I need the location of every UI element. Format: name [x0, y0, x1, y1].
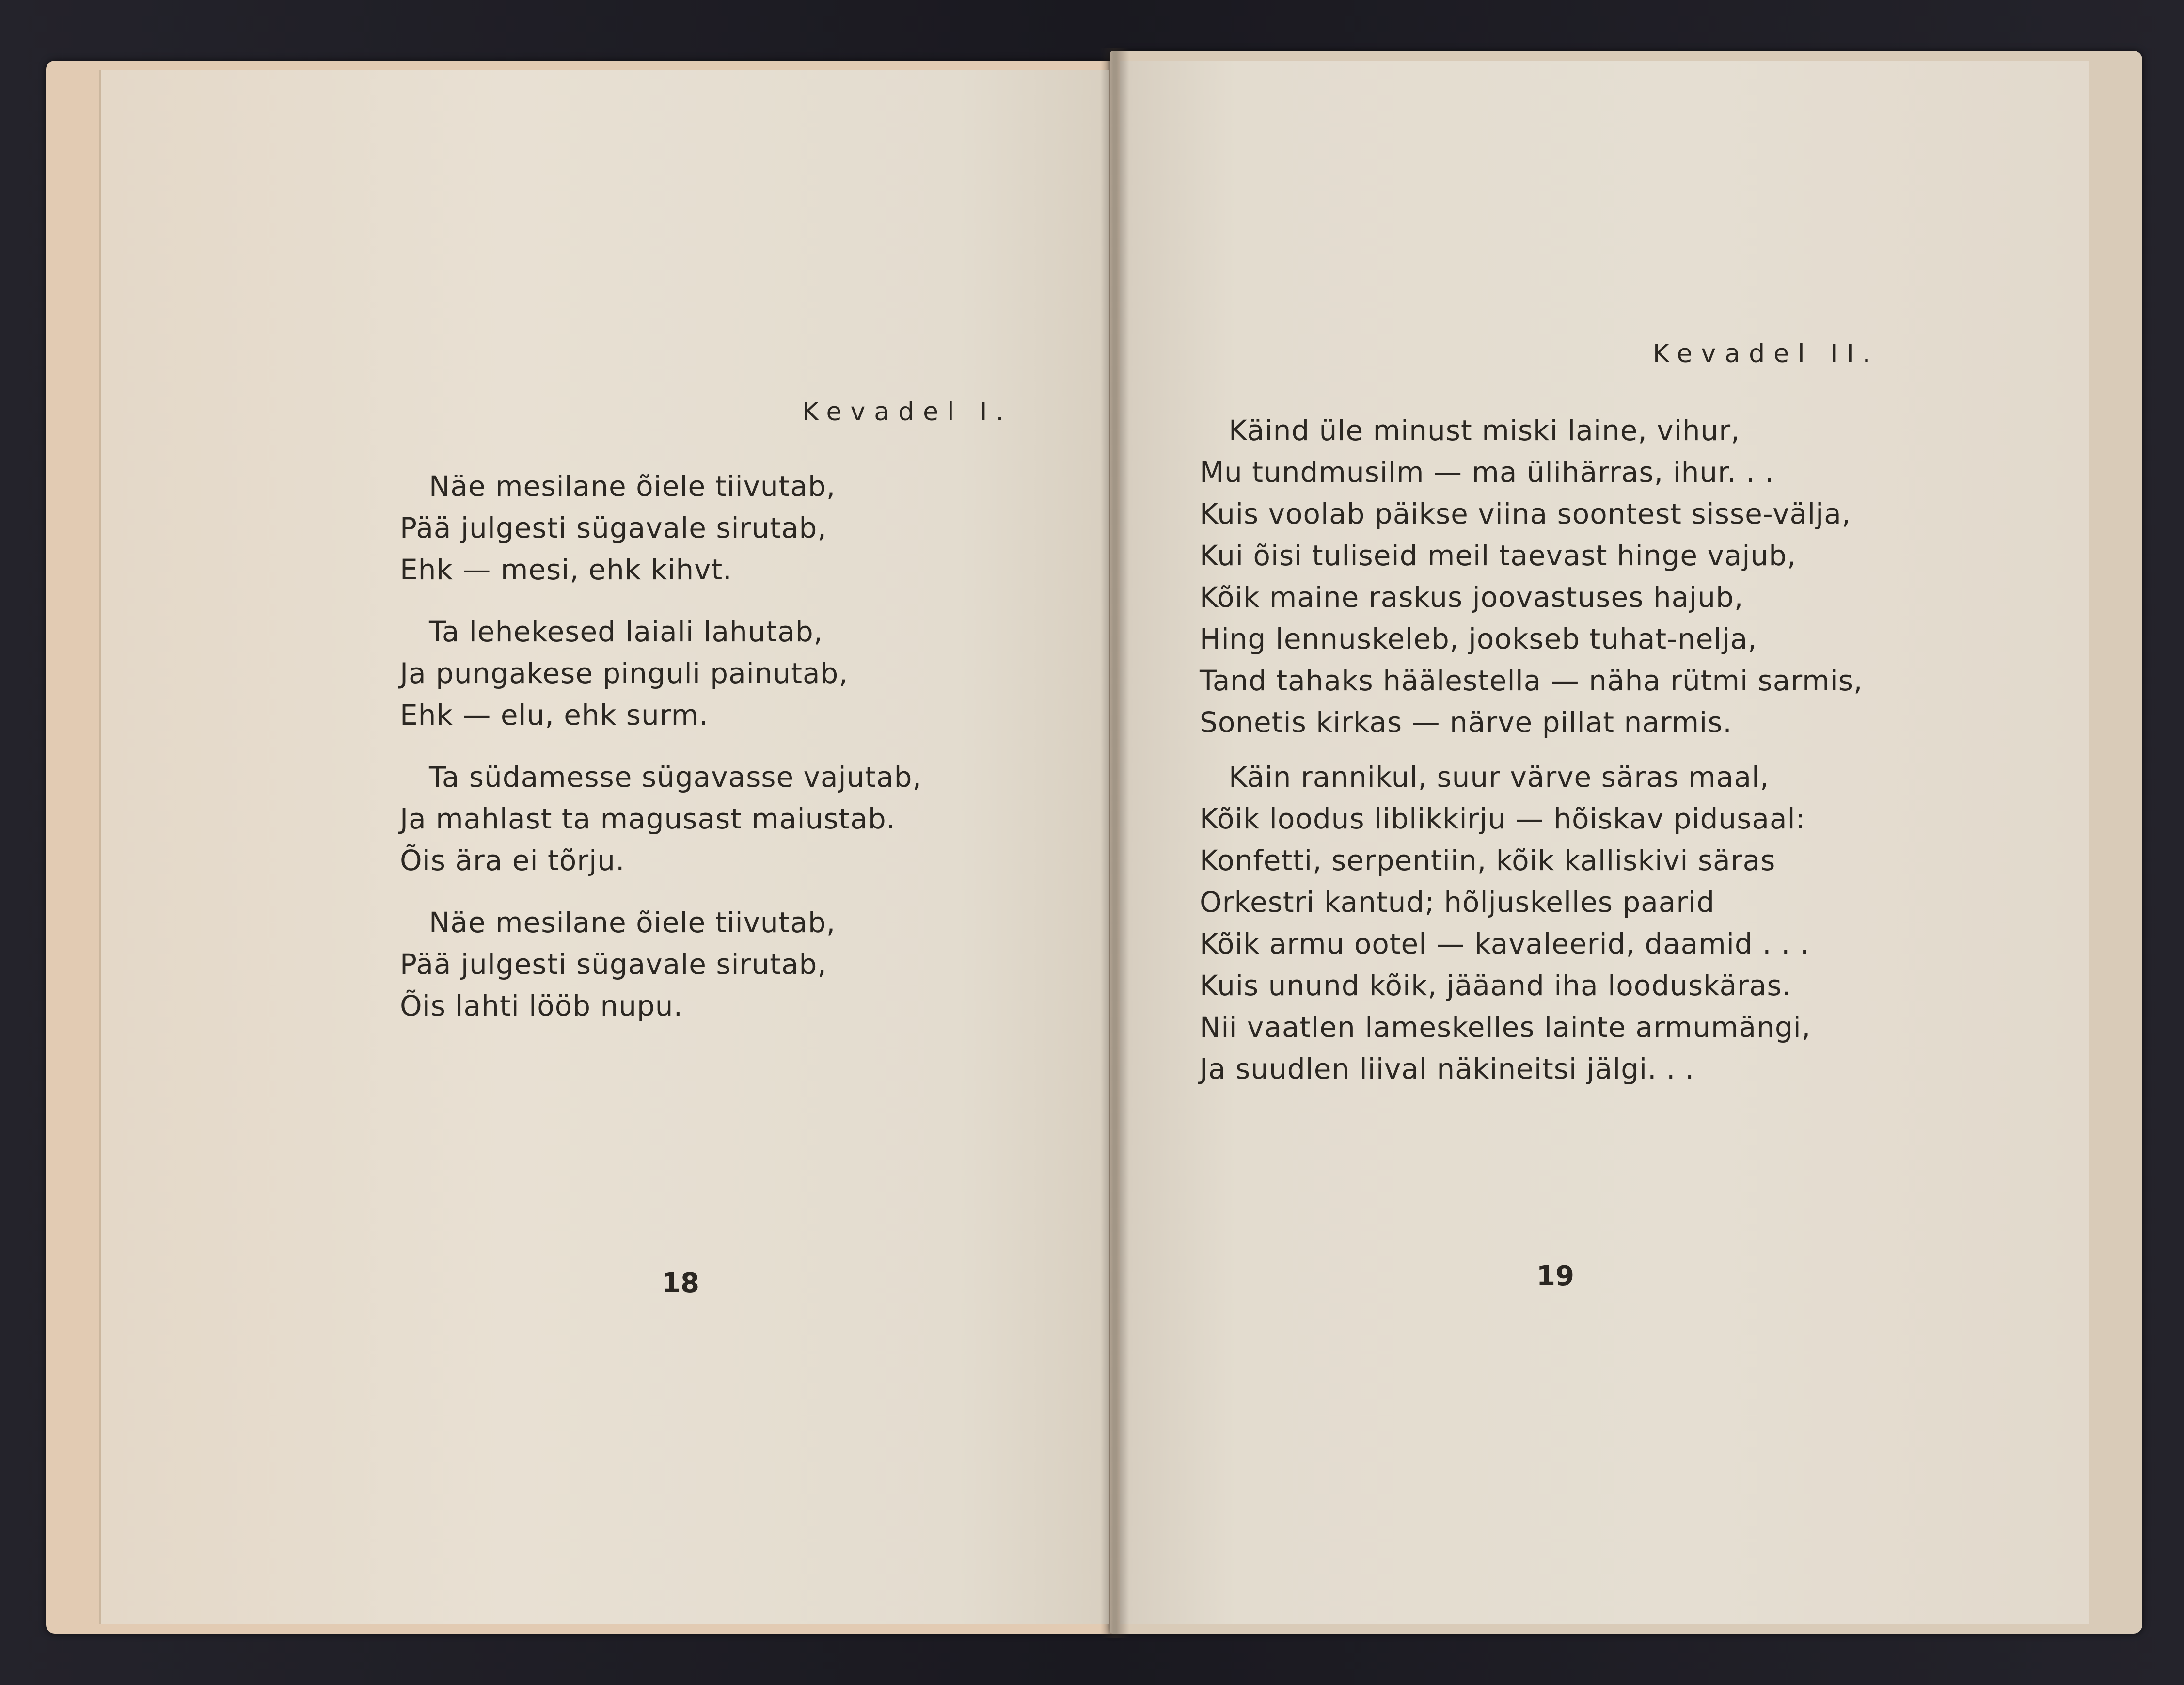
verse-line: Õis lahti lööb nupu.	[400, 989, 683, 1022]
verse-line: Kõik maine raskus joovastuses hajub,	[1200, 581, 1744, 614]
verse-line: Näe mesilane õiele tiivutab,	[429, 906, 836, 939]
verse-line: Konfetti, serpentiin, kõik kalliskivi säras	[1200, 844, 1776, 877]
poem-title-right: Kevadel II.	[1653, 339, 1880, 368]
verse-line: Kõik loodus liblikkirju — hõiskav pidusaal:	[1200, 802, 1806, 835]
stanza-left-1	[400, 465, 836, 590]
stanza-left-3	[400, 756, 922, 881]
stanza-right-2	[1200, 756, 1811, 1090]
verse-line: Õis ära ei tõrju.	[400, 844, 625, 877]
page-number-left: 18	[662, 1268, 699, 1299]
verse-line: Nii vaatlen lameskelles lainte armumängi,	[1200, 1011, 1811, 1044]
verse-line: Ta lehekesed laiali lahutab,	[429, 615, 823, 648]
verse-line: Pää julgesti sügavale sirutab,	[400, 948, 827, 981]
verse-line: Käind üle minust miski laine, vihur,	[1229, 414, 1741, 447]
verse-line: Ehk — elu, ehk surm.	[400, 699, 709, 731]
stanza-left-2	[400, 611, 848, 736]
verse-line: Kuis unund kõik, jääand iha looduskäras.	[1200, 969, 1792, 1002]
verse-line: Ja mahlast ta magusast maiustab.	[400, 802, 896, 835]
verse-line: Näe mesilane õiele tiivutab,	[429, 470, 836, 503]
verse-line: Pää julgesti sügavale sirutab,	[400, 511, 827, 544]
verse-line: Mu tundmusilm — ma ülihärras, ihur. . .	[1200, 456, 1774, 489]
verse-line: Tand tahaks häälestella — näha rütmi sarmis,	[1200, 664, 1863, 697]
verse-line: Ehk — mesi, ehk kihvt.	[400, 553, 732, 586]
page-number-right: 19	[1536, 1260, 1574, 1292]
stanza-left-4	[400, 902, 836, 1027]
verse-line: Kui õisi tuliseid meil taevast hinge vajub,	[1200, 539, 1797, 572]
verse-line: Ja suudlen liival näkineitsi jälgi. . .	[1200, 1052, 1695, 1085]
verse-line: Ja pungakese pinguli painutab,	[400, 657, 848, 690]
verse-line: Orkestri kantud; hõljuskelles paarid	[1200, 886, 1715, 919]
verse-line: Kuis voolab päikse viina soontest sisse-välja,	[1200, 497, 1852, 530]
stanza-right-1	[1200, 410, 1863, 743]
verse-line: Ta südamesse sügavasse vajutab,	[429, 761, 922, 794]
verse-line: Käin rannikul, suur värve säras maal,	[1229, 761, 1770, 794]
verse-line: Kõik armu ootel — kavaleerid, daamid . . .	[1200, 927, 1810, 960]
verse-line: Sonetis kirkas — närve pillat narmis.	[1200, 706, 1732, 739]
poem-title-left: Kevadel I.	[802, 397, 1013, 427]
verse-line: Hing lennuskeleb, jookseb tuhat-nelja,	[1200, 622, 1757, 655]
book-gutter	[1100, 48, 1129, 1638]
